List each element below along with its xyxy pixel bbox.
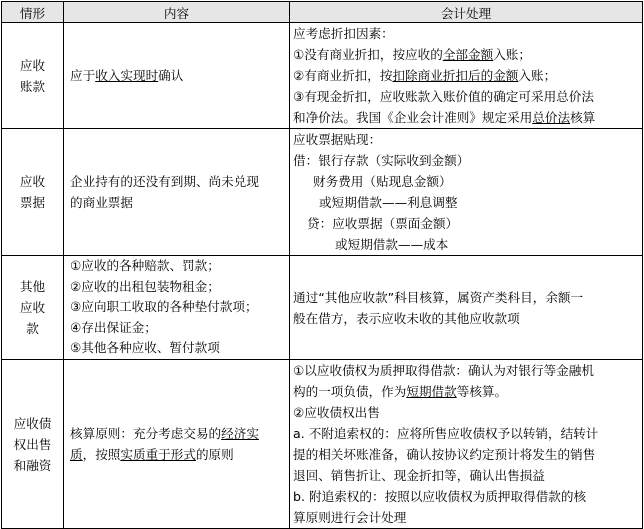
row-content: 企业持有的还没有到期、尚未兑现 的商业票据 [64,129,290,256]
table-row [2,129,643,256]
list-item: ①应收的各种赔款、罚款； [70,258,220,274]
table-row [2,256,643,360]
row-content [64,256,290,360]
header-accounting: 会计处理 [290,2,643,23]
list-item: ⑤其他各种应收、暂付款项 [70,340,220,356]
row-category: 其他 应收 款 [2,256,64,360]
list-item: ②应收的出租包装物租金； [70,278,220,294]
row-accounting: 应收票据贴现： 借：银行存款（实际收到金额） 财务费用（贴现息金额） 或短期借款——利息调整 贷：应收票据（票面金额） 或短期借款——成本 [290,129,643,256]
row-content: 应于收入实现时确认 [64,23,290,129]
accounting-table [1,1,643,529]
table-row [2,23,643,129]
header-situation: 情形 [2,2,64,23]
row-category: 应收 票据 [2,129,64,256]
table-row [2,360,643,529]
row-accounting: 通过“其他应收款”科目核算，属资产类科目，余额一 般在借方，表示应收未收的其他应收款项 [290,256,643,360]
header-content: 内容 [64,2,290,23]
row-category: 应收 账款 [2,23,64,129]
table-header-row [2,2,643,23]
row-accounting: 应考虑折扣因素： ①没有商业折扣，按应收的全部金额入账； ②有商业折扣，按扣除商业折扣后的金额入账； ③有现金折扣，应收账款入账价值的确定可采用总价法 和净价法。我国《企业会计准则》规定采用总价法核算 [290,23,643,129]
list-item: ③应向职工收取的各种垫付款项； [70,299,258,315]
row-category: 应收债 权出售 和融资 [2,360,64,529]
row-accounting: ①以应收债权为质押取得借款：确认为对银行等金融机 构的一项负债，作为短期借款等核算。 ②应收债权出售 a. 不附追索权的：应将所售应收债权予以转销，结转计 提的相关坏账准备，确认按协议约定预计将发生的销售 退回、销售折让、现金折扣等，确认出售损益 b. 附追索权的：按照以应收债权为质押取得借款的核 算原则进行会计处理 [290,360,643,529]
row-content: 核算原则：充分考虑交易的经济实 质，按照实质重于形式的原则 [64,360,290,529]
list-item: ④存出保证金； [70,319,157,335]
